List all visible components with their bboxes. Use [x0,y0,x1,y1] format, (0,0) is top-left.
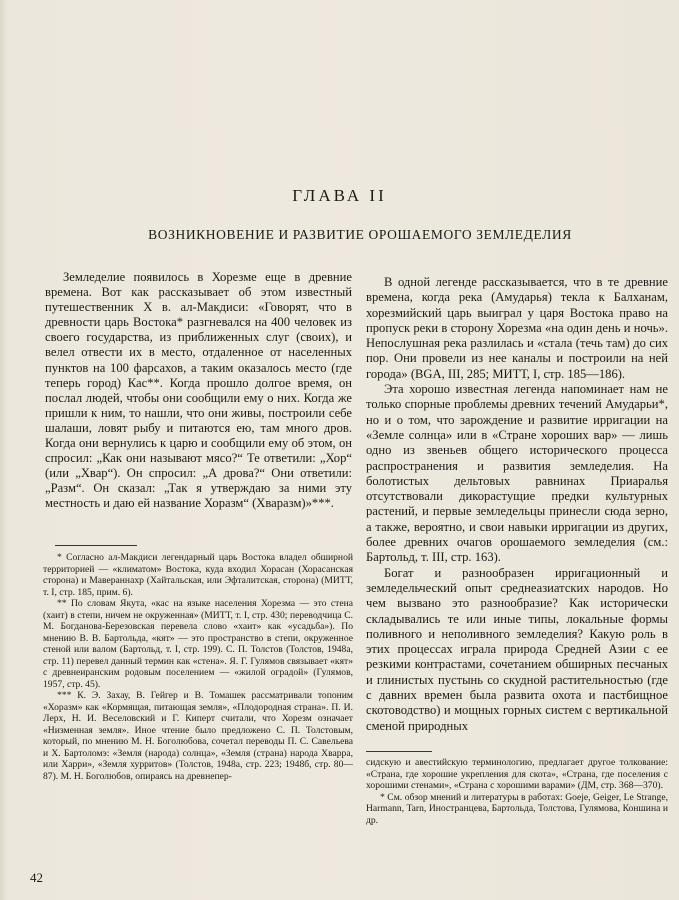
paragraph: Богат и разнообразен ирригационный и земледельческий опыт среднеазиатских народов. Но чем вызвано это разнообразие? Как исторически складывались те или иные типы, локальные формы поливного и неполивного земледелия? Какую роль в этих процессах играла природа Средней Азии с ее резкими контрастами, сочетанием обширных песчаных и глинистых пустынь со скудной растительностью (где с давних времен была развита охота и пастбищное скотоводство) и мощных горных систем с вертикальной сменой природных [366,565,668,733]
footnote: *** К. Э. Захау, В. Гейгер и В. Томашек рассматривали топоним «Хоразм» как «Кормящая, питающая земля», «Плодородная страна». П. И. Лерх, Н. И. Веселовский и Г. Киперт считали, что Хорезм означает «Низменная земля». Иное чтение было предложено С. П. Толстовым, который, по мнению М. Н. Боголюбова, сочетал переводы П. С. Савельева и Х. Бартоломэ: «Земля (народа) солнца», «Земля (страна) народа Хваррa, или Харри», «Земля хурритов» (Толстов, 1948а, стр. 223; 1948б, стр. 80—87). М. Н. Боголюбов, опираясь на древнепер- [43,690,353,782]
footnote-continuation: сидскую и авестийскую терминологию, предлагает другое толкование: «Страна, где хорошие укрепления для скота», «Страна, где поселения с хорошими стенами», «Страна с хорошими варами» (ДМ, стр. 368—370). [366,757,668,792]
footnote: * Согласно ал-Макдиси легендарный царь Востока владел обширной территорией — «климатом» Востока, куда входил Хорасан (Хорасанская сторона) и Мавераннахр (Хайтальская, или Эфталитская, сторона) (МИТТ, т. I, стр. 185, прим. 6). [43,552,353,598]
footnote-rule [366,751,432,752]
right-footnotes [366,757,668,827]
right-column [366,275,668,734]
footnote: * См. обзор мнений и литературы в работах: Goeje, Geiger, Le Strange, Harmann, Tarn, Иностранцева, Бартольда, Толстова, Гулямова, Коншина и др. [366,791,668,826]
footnote-rule [55,545,137,546]
left-column [45,270,352,512]
paragraph: В одной легенде рассказывается, что в те древние времена, когда река (Амударья) текла к Балханам, хорезмийский царь выиграл у царя Востока право на пропуск реки в сторону Хорезма «на один день и ночь». Непослушная река разлилась и «стала (течь там) до сих пор. Они провели из нее каналы и построили на ней города» (BGA, III, 285; МИТТ, I, стр. 185—186). [366,275,668,381]
paragraph: Земледелие появилось в Хорезме еще в древние времена. Вот как рассказывает об этом известный путешественник X в. ал-Макдиси: «Говорят, что в древности царь Востока* разгневался на 400 человек из своего государства, из приближенных слуг (своих), и велел отвести их в место, отдаленное от населенных пунктов на 100 фарсахов, а таким оказалось место (где теперь город) Кас**. Когда прошло долгое время, он послал людей, чтобы они сообщили ему о них. Когда же пришли к ним, то нашли, что они живы, построили себе шалаши, ловят рыбу и питаются ею, там много дров. Когда они вернулись к царю и сообщили ему об этом, он спросил: „Как они называют мясо?“ Те ответили: „Хор“ (или „Хвар“). Он спросил: „А дрова?“ Они ответили: „Разм“. Он сказал: „Так я утверждаю за ними эту местность и даю ей название Хоразм“ (Хваразм)»***. [45,270,352,511]
page-number: 42 [30,870,43,885]
left-footnotes [43,552,353,782]
footnote: ** По словам Якута, «кас на языке населения Хорезма — это стена (хаит) в степи, ничем не окруженная» (МИТТ, т. I, стр. 430; переводчица С. М. Богданова-Березовская перевела слово «хаит» как «усадьба»). По мнению В. В. Бартольда, «кят» — это пространство в степи, окруженное стеной или валом (Бартольд, т. I, стр. 199). С. П. Толстов (Толстов, 1948а, стр. 11) перевел данный термин как «стена». Я. Г. Гулямов связывает «кят» с древнеиранским родовым поселением — «жилой оградой» (Гулямов, 1957, стр. 45). [43,598,353,690]
paragraph: Эта хорошо известная легенда напоминает нам не только спорные проблемы древних течений Амударьи*, но и о том, что зарождение и развитие ирригации на «Земле солнца» или в «Стране хороших вар» — лишь одно из звеньев общего исторического процесса распространения и развития земледелия. На болотистых дельтовых равнинах Приаралья отсутствовали дикорастущие предки культурных растений, и первые земледельцы принесли сюда зерно, а также, вероятно, и свои навыки ирригации из других, более древних очагов орошаемого земледелия (см.: Бартольд, т. III, стр. 163). [366,382,668,565]
chapter-title: ВОЗНИКНОВЕНИЕ И РАЗВИТИЕ ОРОШАЕМОГО ЗЕМЛЕДЕЛИЯ [148,227,572,242]
chapter-heading: ГЛАВА II [292,186,387,205]
